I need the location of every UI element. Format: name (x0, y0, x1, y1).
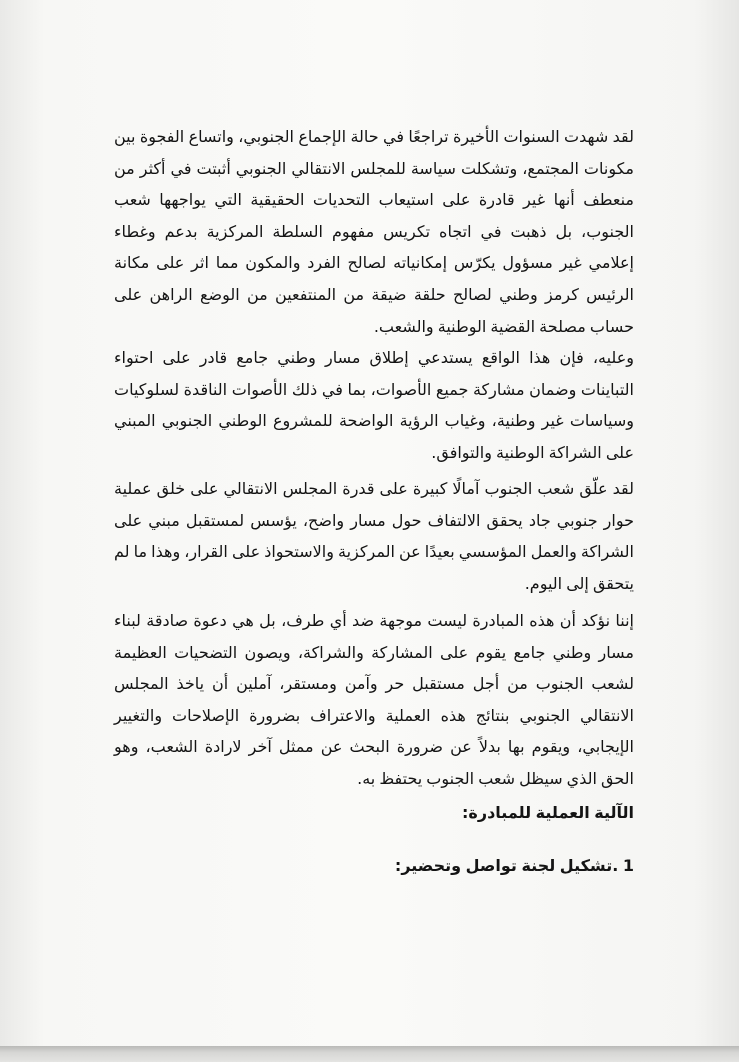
next-page-edge (0, 1046, 739, 1062)
paragraph-1: لقد شهدت السنوات الأخيرة تراجعًا في حالة الإجماع الجنوبي، واتساع الفجوة بين مكونات المجتمع، وتشكلت سياسة للمجلس الانتقالي الجنوبي أثبتت في أكثر من منعطف أنها غير قادرة على استيعاب التحديات الحقيقية التي يواجهها شعب الجنوب، بل ذهبت في اتجاه تكريس مفهوم السلطة المركزية بدعم وغطاء إعلامي غير مسؤول يكرّس إمكانياته لصالح الفرد والمكون مما اثر على مكانة الرئيس كرمز وطني لصالح حلقة ضيقة من المنتفعين من الوضع الراهن على حساب مصلحة القضية الوطنية والشعب. (114, 127, 634, 336)
paragraph-3: لقد علّق شعب الجنوب آمالًا كبيرة على قدرة المجلس الانتقالي على خلق عملية حوار جنوبي جاد يحقق الالتفاف حول مسار واضح، يؤسس لمستقبل مبني على الشراكة والعمل المؤسسي بعيدًا عن المركزية والاستحواذ على القرار، وهذا ما لم يتحقق إلى اليوم. (114, 479, 634, 593)
numbered-item-1: 1 .تشكيل لجنة تواصل وتحضير: (394, 856, 634, 875)
mechanism-heading: الآلية العملية للمبادرة: (462, 803, 634, 822)
paragraph-4: إننا نؤكد أن هذه المبادرة ليست موجهة ضد أي طرف، بل هي دعوة صادقة لبناء مسار وطني جامع يقوم على المشاركة والشراكة، ويصون التضحيات العظيمة لشعب الجنوب من أجل مستقبل حر وآمن ومستقر، آملين أن ياخذ المجلس الانتقالي الجنوبي بنتائج هذه العملية والاعتراف بضرورة الإصلاحات والتغيير الإيجابي، ويقوم بها بدلاً عن ضرورة البحث عن ممثل آخر لارادة الشعب، وهو الحق الذي سيظل شعب الجنوب يحتفظ به. (114, 611, 634, 788)
paragraph-2: وعليه، فإن هذا الواقع يستدعي إطلاق مسار وطني جامع قادر على احتواء التباينات وضمان مشاركة جميع الأصوات، بما في ذلك الأصوات الناقدة لسلوكيات وسياسات غير وطنية، وغياب الرؤية الواضحة للمشروع الوطني الجنوبي المبني على الشراكة الوطنية والتوافق. (114, 348, 634, 462)
